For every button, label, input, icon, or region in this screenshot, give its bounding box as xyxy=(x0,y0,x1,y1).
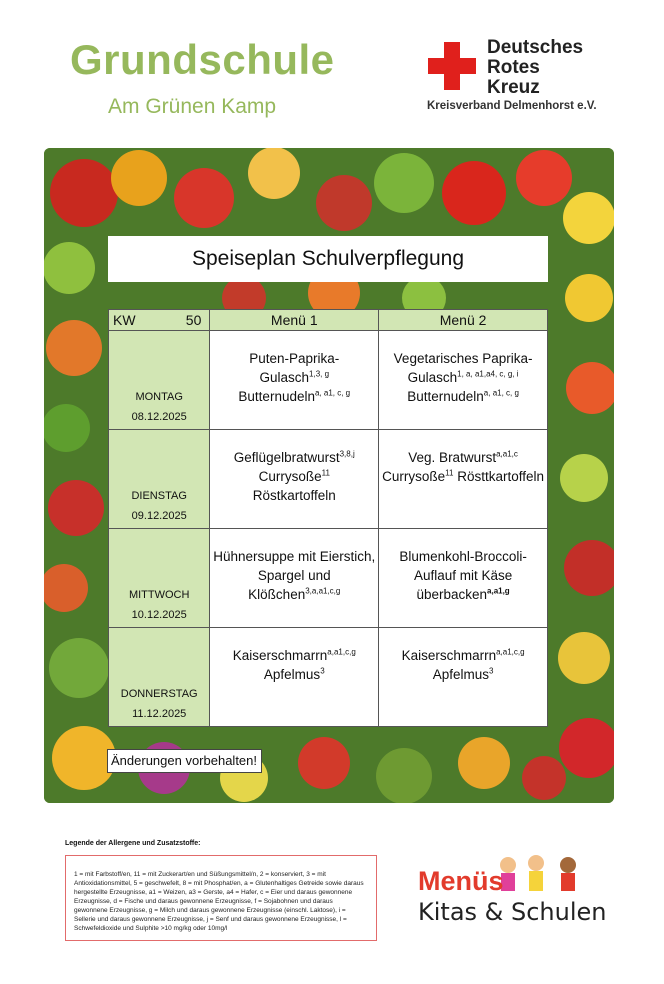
day-cell xyxy=(109,430,210,529)
kw-label: KW xyxy=(113,312,136,328)
dish-line xyxy=(379,368,547,387)
school-subtitle: Am Grünen Kamp xyxy=(108,95,277,118)
dish-text: Veg. Bratwurst xyxy=(408,450,497,465)
allergen-codes: 11 xyxy=(445,468,454,478)
drk-logo-text xyxy=(487,38,583,98)
allergen-codes: a,a1,c,g xyxy=(496,647,525,657)
menu1-cell xyxy=(210,628,379,727)
dish-line xyxy=(210,387,378,406)
dish-line: Spargel und xyxy=(257,568,331,583)
dish-text: Geflügelbratwurst xyxy=(233,450,340,465)
kw-number: 50 xyxy=(185,312,202,328)
dish-text: Apfelmus xyxy=(432,667,489,682)
dish-line xyxy=(379,646,547,665)
table-row xyxy=(109,628,548,727)
kw-header xyxy=(109,310,210,331)
day-name: MITTWOCH xyxy=(128,589,190,601)
dish-line: Röstkartoffeln xyxy=(252,488,336,503)
brand-line-1: Menüs xyxy=(418,866,504,896)
dish-text: Kaiserschmarrn xyxy=(232,648,328,663)
menu1-cell xyxy=(210,331,379,430)
dish-text: überbacken xyxy=(416,587,488,602)
drk-line-2: Rotes xyxy=(487,57,540,78)
dish-line xyxy=(379,665,547,684)
dish-line xyxy=(379,387,547,406)
legend-title: Legende der Allergene und Zusatzstoffe: xyxy=(65,840,201,847)
allergen-codes: 11 xyxy=(321,468,330,478)
plan-title-box xyxy=(108,236,548,282)
menu-table xyxy=(108,309,548,727)
dish-text: Butternudeln xyxy=(407,389,484,404)
allergen-codes: a,a1,g xyxy=(487,586,510,596)
day-date: 08.12.2025 xyxy=(131,411,187,423)
allergen-codes: a,a1,c xyxy=(496,449,518,459)
dish-text: Rösttkartoffeln xyxy=(453,469,545,484)
day-date: 11.12.2025 xyxy=(132,708,187,720)
dish-line: Auflauf mit Käse xyxy=(413,568,513,583)
dish-line: Hühnersuppe mit Eierstich, xyxy=(213,549,376,564)
allergen-codes: 1,3, g xyxy=(309,369,330,379)
allergen-codes: a,a1,c,g xyxy=(327,647,356,657)
day-cell xyxy=(109,529,210,628)
dish-line: Blumenkohl-Broccoli- xyxy=(399,549,527,564)
dish-line xyxy=(210,585,378,604)
menu2-cell xyxy=(379,529,548,628)
changes-note: Änderungen vorbehalten! xyxy=(107,749,262,773)
dish-text: Gulasch xyxy=(407,370,458,385)
allergen-codes: 3 xyxy=(489,666,494,676)
day-cell xyxy=(109,331,210,430)
dish-text: Apfelmus xyxy=(263,667,321,682)
legend-box xyxy=(65,855,377,941)
menu2-cell xyxy=(379,628,548,727)
day-name: DIENSTAG xyxy=(131,490,187,502)
dish-line xyxy=(379,467,547,486)
menu1-cell xyxy=(210,430,379,529)
table-header-row xyxy=(109,310,548,331)
dish-line xyxy=(379,585,547,604)
table-row xyxy=(109,529,548,628)
menu2-cell xyxy=(379,331,548,430)
legend-text: 1 = mit Farbstoff/en, 11 = mit Zuckerart/en und Süßungsmittel/n, 2 = konserviert, 3 = mit Antioxidationsmittel, 5 = geschwefelt, 8 = mit Phosphat/en, a = Glutenhaltiges Getreide sowie daraus hergestellte Erzeugnisse, a1 = Weizen, a3 = Gerste, a4 = Hafer, c = Eier und daraus gewonnene Erzeugnisse, d = Fische und daraus gewonnene Erzeugnisse, f = Sojabohnen und daraus gewonnene Erzeugnisse, g = Milch und daraus gewonnene Erzeugnisse (einschl. Laktose), i = Sellerie und daraus gewonnene Erzeugnisse, j = Senf und daraus gewonnene Erzeugnisse, l = Schwefeldioxide und Sulphite >10 mg/kg oder 10mg/l xyxy=(74,871,364,932)
school-title: Grundschule xyxy=(70,36,335,83)
brand-logo xyxy=(418,866,607,928)
dish-text: Gulasch xyxy=(259,370,310,385)
allergen-codes: a, a1, c, g xyxy=(314,388,351,398)
day-name: DONNERSTAG xyxy=(120,688,198,700)
table-row xyxy=(109,430,548,529)
allergen-codes: 3,8,j xyxy=(339,449,355,459)
dish-line xyxy=(210,368,378,387)
allergen-codes: 3 xyxy=(320,666,325,676)
menu1-header: Menü 1 xyxy=(210,310,379,331)
dish-line xyxy=(210,665,378,684)
allergen-codes: a, a1, c, g xyxy=(483,388,519,398)
brand-line-2: Kitas & Schulen xyxy=(418,898,607,926)
drk-line-3: Kreuz xyxy=(487,77,540,98)
dish-text: Currysoße xyxy=(258,469,322,484)
dish-text: Kaiserschmarrn xyxy=(401,648,497,663)
menu1-cell xyxy=(210,529,379,628)
day-date: 09.12.2025 xyxy=(131,510,187,522)
day-name: MONTAG xyxy=(135,391,183,403)
menu2-header: Menü 2 xyxy=(379,310,548,331)
day-date: 10.12.2025 xyxy=(131,609,187,621)
red-cross-icon xyxy=(428,42,476,90)
dish-line xyxy=(210,467,378,486)
table-row xyxy=(109,331,548,430)
allergen-codes: 3,a,a1,c,g xyxy=(305,586,341,596)
dish-line xyxy=(379,448,547,467)
dish-text: Klößchen xyxy=(248,587,306,602)
allergen-codes: 1, a, a1,a4, c, g, i xyxy=(457,369,519,379)
dish-line xyxy=(210,448,378,467)
drk-line-1: Deutsches xyxy=(487,37,584,58)
dish-line: Vegetarisches Paprika- xyxy=(393,351,533,366)
dish-text: Currysoße xyxy=(382,469,446,484)
dish-line: Puten-Paprika- xyxy=(249,351,340,366)
menu2-cell xyxy=(379,430,548,529)
day-cell xyxy=(109,628,210,727)
plan-title: Speiseplan Schulverpflegung xyxy=(191,247,465,270)
drk-subtitle: Kreisverband Delmenhorst e.V. xyxy=(427,100,597,112)
dish-line xyxy=(210,646,378,665)
dish-text: Butternudeln xyxy=(238,389,315,404)
